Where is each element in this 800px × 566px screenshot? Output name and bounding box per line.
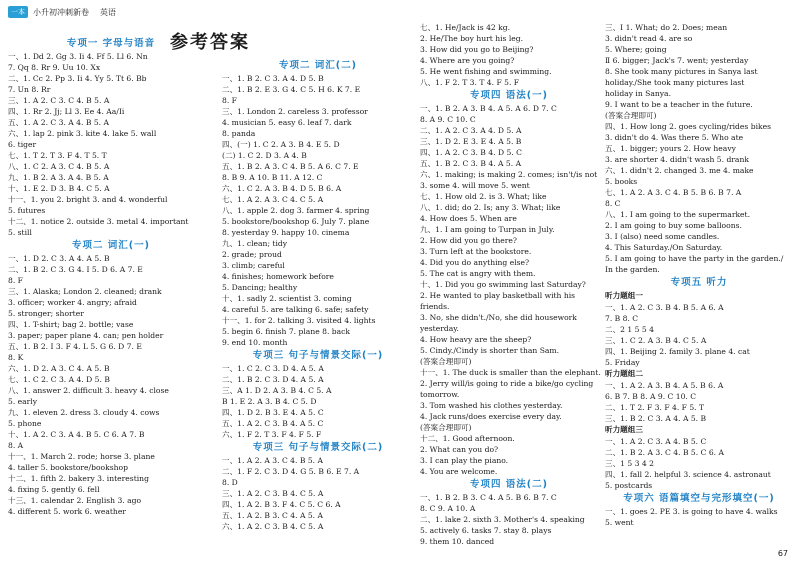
answer-line: 5. Cindy./Cindy is shorter than Sam. <box>420 346 560 355</box>
answer-line: 3. I (also) need some candles. <box>605 232 720 241</box>
answer-line: 四、(一) 1. C 2. A 3. B 4. E 5. D <box>222 140 340 149</box>
answer-line: 六、1. A 2. C 3. B 4. C 5. A <box>222 522 324 531</box>
answer-line: 一、1. A 2. C 3. B 4. B 5. A 6. A <box>605 303 724 312</box>
answer-line: 4. musician 5. easy 6. leaf 7. dark <box>222 118 352 127</box>
answer-line: 五、1. B 2. A 3. C 4. B 5. A 6. C 7. E <box>222 162 359 171</box>
answer-line: 八、1. I am going to the supermarket. <box>605 210 751 219</box>
answer-line: 二、1. lake 2. sixth 3. Mother's 4. speaking <box>420 515 585 524</box>
subsection-heading: 听力题组三 <box>605 425 643 434</box>
answer-line: 一、1. C 2. C 3. D 4. A 5. A <box>222 364 324 373</box>
answer-line: 4. You are welcome. <box>420 467 498 476</box>
answer-line: 三、1. Alaska; London 2. cleaned; drank <box>8 287 162 296</box>
answer-line: 一、1. B 2. C 3. A 4. D 5. B <box>222 74 324 83</box>
answer-line: 四、1. How long 2. goes cycling/rides bikes <box>605 122 771 131</box>
answer-column-1 <box>8 36 214 517</box>
answer-line: 8. C <box>605 199 621 208</box>
answer-line: 十、1. E 2. D 3. B 4. C 5. A <box>8 184 110 193</box>
answer-line: 4. Did you do anything else? <box>420 258 530 267</box>
answer-line: 十一、1. you 2. bright 3. and 4. wonderful <box>8 195 168 204</box>
answer-line: 十二、1. notice 2. outside 3. metal 4. important <box>8 217 189 226</box>
answer-line: 3. officer; worker 4. angry; afraid <box>8 298 137 307</box>
answer-line: 3. Turn left at the bookstore. <box>420 247 532 256</box>
answer-line: 5. I am going to have the party in the garden./ <box>605 254 784 263</box>
answer-line: 五、1. B 2. C 3. B 4. A 5. A <box>420 159 522 168</box>
answer-line: 九、1. eleven 2. dress 3. cloudy 4. cows <box>8 408 160 417</box>
answer-line: 8. A 9. C 10. C <box>420 115 476 124</box>
answer-line: 9. I want to be a teacher in the future. <box>605 100 753 109</box>
answer-line: 3. some 4. will move 5. went <box>420 181 530 190</box>
section-heading: 专项五 听力 <box>670 277 728 288</box>
answer-line: 四、1. Rr 2. Jj; Ll 3. Ee 4. Aa/Ii <box>8 107 125 116</box>
answer-line: 4. This Saturday./On Saturday. <box>605 243 723 252</box>
answer-line: 7. Qq 8. Rr 9. Uu 10. Xx <box>8 63 101 72</box>
answer-line: 三、A 1. D 2. A 3. B 4. C 5. A <box>222 386 332 395</box>
answer-line: 5. Where; going <box>605 45 667 54</box>
answer-line: 5. futures <box>8 206 46 215</box>
answer-line: 四、1. A 2. B 3. F 4. C 5. C 6. A <box>222 500 341 509</box>
answer-line: 八、1. apple 2. dog 3. farmer 4. spring <box>222 206 370 215</box>
section-heading: 专项四 语法(二) <box>470 479 548 490</box>
answer-line: 一、1. A 2. C 3. A 4. B 5. C <box>605 437 707 446</box>
answer-line: 2. grade; proud <box>222 250 282 259</box>
answer-line: 3. are shorter 4. didn't wash 5. drank <box>605 155 749 164</box>
answer-line: 二、1. F 2. C 3. D 4. G 5. B 6. E 7. A <box>222 467 360 476</box>
answer-line: 5. phone <box>8 419 42 428</box>
answer-line: 三、1. A 2. C 3. B 4. C 5. A <box>222 489 324 498</box>
answer-line: (二) 1. C 2. D 3. A 4. B <box>222 151 307 160</box>
answer-line: 七、1. A 2. A 3. C 4. C 5. A <box>222 195 324 204</box>
answer-line: 5. stronger; shorter <box>8 309 84 318</box>
answer-line: 9. end 10. month <box>222 338 288 347</box>
answer-line: 六、1. F 2. T 3. F 4. F 5. F <box>222 430 322 439</box>
answer-line: 一、1. A 2. A 3. C 4. B 5. A <box>222 456 323 465</box>
answer-line: 3. didn't read 4. are so <box>605 34 693 43</box>
answer-line: 二、2 1 5 5 4 <box>605 325 654 334</box>
answer-line: 4. Where are you going? <box>420 56 515 65</box>
answer-line: 四、1. Beijing 2. family 3. plane 4. cat <box>605 347 750 356</box>
answer-line: (答案合理即可) <box>420 423 472 432</box>
answer-line: 十、1. sadly 2. scientist 3. coming <box>222 294 352 303</box>
answer-line: 4. Jack runs/does exercise every day. <box>420 412 562 421</box>
answer-line: 五、1. A 2. B 3. C 4. A 5. A <box>222 511 323 520</box>
answer-line: 二、1. B 2. E 3. G 4. C 5. H 6. K 7. E <box>222 85 361 94</box>
answer-line: 3. paper; paper plane 4. can; pen holder <box>8 331 164 340</box>
answer-line: 5. Friday <box>605 358 640 367</box>
answer-line: 三、1. D 2. E 3. E 4. A 5. B <box>420 137 522 146</box>
answer-line: 六、1. C 2. A 3. B 4. D 5. B 6. A <box>222 184 342 193</box>
answer-line: 二、1. B 2. C 3. D 4. A 5. A <box>222 375 324 384</box>
answer-column-2 <box>222 58 414 532</box>
answer-line: 5. books <box>605 177 638 186</box>
answer-line: 七、1. C 2. C 3. A 4. D 5. B <box>8 375 110 384</box>
answer-line: 六、1. didn't 2. changed 3. me 4. make <box>605 166 754 175</box>
section-heading: 专项一 字母与语音 <box>66 38 156 49</box>
answer-line: 3. climb; careful <box>222 261 285 270</box>
answer-line: 五、1. B 2. I 3. F 4. L 5. G 6. D 7. E <box>8 342 142 351</box>
section-heading: 专项三 句子与情景交际(二) <box>252 442 384 453</box>
answer-line: 4. fixing 5. gently 6. fell <box>8 485 100 494</box>
answer-line: 十一、1. The duck is smaller than the elephant. <box>420 368 601 377</box>
answer-line: 三、1. B 2. C 3. A 4. A 5. B <box>605 414 707 423</box>
answer-line: 5. actively 6. tasks 7. stay 8. plays <box>420 526 552 535</box>
answer-line: 三、1. C 2. A 3. B 4. C 5. A <box>605 336 707 345</box>
answer-line: 七、1. A 2. A 3. C 4. B 5. B 6. B 7. A <box>605 188 742 197</box>
section-heading: 专项三 句子与情景交际(一) <box>252 350 384 361</box>
answer-line: 五、1. A 2. C 3. A 4. B 5. A <box>8 118 109 127</box>
answer-line: 5. postcards <box>605 481 653 490</box>
answer-line: 2. He wanted to play basketball with his <box>420 291 576 300</box>
answer-line: 8. B 9. A 10. B 11. A 12. C <box>222 173 323 182</box>
answer-line: 3. I can play the piano. <box>420 456 509 465</box>
answer-line: 一、1. Dd 2. Gg 3. Ii 4. Ff 5. Ll 6. Nn <box>8 52 148 61</box>
answer-line: 3. How did you go to Beijing? <box>420 45 534 54</box>
series-logo: 一本 <box>8 6 28 18</box>
answer-line: B 1. E 2. A 3. B 4. C 5. D <box>222 397 317 406</box>
answer-line: 5. He went fishing and swimming. <box>420 67 552 76</box>
answer-line: 5. early <box>8 397 38 406</box>
answer-line: 七、1. He/Jack is 42 kg. <box>420 23 511 32</box>
answer-line: 3. didn't do 4. Was there 5. Who ate <box>605 133 744 142</box>
answer-line: 七、1. T 2. T 3. F 4. T 5. T <box>8 151 107 160</box>
answer-line: 二、1. Cc 2. Pp 3. Ii 4. Yy 5. Tt 6. Bb <box>8 74 147 83</box>
answer-line: 六、1. D 2. A 3. C 4. A 5. B <box>8 364 110 373</box>
answer-line: 一、1. D 2. C 3. A 4. A 5. B <box>8 254 110 263</box>
answer-line: 8. A <box>8 441 24 450</box>
answer-line: 六、1. lap 2. pink 3. kite 4. lake 5. wall <box>8 129 157 138</box>
answer-line: 8. F <box>8 276 23 285</box>
answer-line: 二、1. T 2. F 3. F 4. F 5. T <box>605 403 705 412</box>
answer-line: 五、1. A 2. C 3. B 4. A 5. C <box>222 419 324 428</box>
section-heading: 专项六 语篇填空与完形填空(一) <box>623 493 775 504</box>
answer-line: 九、1. clean; tidy <box>222 239 288 248</box>
section-heading: 专项四 语法(一) <box>470 90 548 101</box>
answer-line: 4. How heavy are the sheep? <box>420 335 532 344</box>
answer-line: 一、1. B 2. A 3. B 4. A 5. A 6. D 7. C <box>420 104 557 113</box>
answer-line: 3. Tom washed his clothes yesterday. <box>420 401 563 410</box>
answer-line: 7. Un 8. Rr <box>8 85 51 94</box>
answer-line: 三、1. A 2. C 3. C 4. B 5. A <box>8 96 110 105</box>
answer-line: 9. them 10. danced <box>420 537 495 546</box>
answer-line: 六、1. making; is making 2. comes; isn't/is not <box>420 170 598 179</box>
answer-line: 2. What can you do? <box>420 445 499 454</box>
answer-line: 三、1 5 3 4 2 <box>605 459 654 468</box>
answer-line: 3. No, she didn't./No, she did housework <box>420 313 577 322</box>
answer-line: 四、1. D 2. B 3. E 4. A 5. C <box>222 408 324 417</box>
answer-line: 十一、1. March 2. rode; horse 3. plane <box>8 452 155 461</box>
answer-line: 4. careful 5. are talking 6. safe; safety <box>222 305 369 314</box>
answer-line: 5. bookstore/bookshop 6. July 7. plane <box>222 217 370 226</box>
answer-line: 2. He/The boy hurt his leg. <box>420 34 524 43</box>
answer-line: 8. She took many pictures in Sanya last <box>605 67 758 76</box>
answer-line: 5. still <box>8 228 32 237</box>
answer-column-3 <box>420 22 601 547</box>
answer-line: 七、1. How old 2. is 3. What; like <box>420 192 547 201</box>
answer-line: 一、1. A 2. A 3. B 4. A 5. B 6. A <box>605 381 724 390</box>
answer-line: 十、1. A 2. C 3. A 4. B 5. C 6. A 7. B <box>8 430 145 439</box>
answer-line: (答案合理即可) <box>605 111 657 120</box>
answer-line: 八、1. did; do 2. Is; any 3. What; like <box>420 203 561 212</box>
answer-line: 5. The cat is angry with them. <box>420 269 536 278</box>
answer-line: 2. I am going to buy some balloons. <box>605 221 742 230</box>
answer-line: 十一、1. for 2. talking 3. visited 4. lights <box>222 316 376 325</box>
answer-line: 九、1. B 2. A 3. A 4. B 5. A <box>8 173 109 182</box>
answer-column-4 <box>605 22 793 528</box>
answer-line: 三、1. London 2. careless 3. professor <box>222 107 368 116</box>
page-title: 参考答案 <box>170 32 250 53</box>
section-heading: 专项二 词汇(二) <box>279 60 357 71</box>
answer-line: 8. D <box>222 478 238 487</box>
section-heading: 专项二 词汇(一) <box>72 240 150 251</box>
answer-line: 九、1. I am going to Turpan in July. <box>420 225 555 234</box>
answer-line: 8. F <box>222 96 237 105</box>
answer-line: 三、Ⅰ 1. What; do 2. Does; mean <box>605 23 728 32</box>
page-number: 67 <box>777 549 788 558</box>
answer-line: tomorrow. <box>420 390 460 399</box>
answer-line: 8. panda <box>222 129 256 138</box>
answer-line: 5. begin 6. finish 7. plane 8. back <box>222 327 351 336</box>
answer-line: 一、1. goes 2. PE 3. is going to have 4. walks <box>605 507 778 516</box>
answer-line: 4. taller 5. bookstore/bookshop <box>8 463 128 472</box>
answer-line: 4. different 5. work 6. weather <box>8 507 126 516</box>
answer-line: (答案合理即可) <box>420 357 472 366</box>
answer-line: 十二、1. Good afternoon. <box>420 434 515 443</box>
answer-line: 四、1. A 2. C 3. B 4. D 5. C <box>420 148 522 157</box>
answer-line: friends. <box>420 302 450 311</box>
answer-line: 二、1. B 2. C 3. G 4. I 5. D 6. A 7. E <box>8 265 143 274</box>
answer-line: 一、1. B 2. B 3. C 4. A 5. B 6. B 7. C <box>420 493 557 502</box>
answer-line: 8. C 9. A 10. A <box>420 504 476 513</box>
series-title: 小升初冲刺新卷 <box>33 7 89 17</box>
answer-line: 十二、1. fifth 2. bakery 3. interesting <box>8 474 149 483</box>
answer-line: 二、1. A 2. C 3. A 4. D 5. A <box>420 126 522 135</box>
answer-line: 7. B 8. C <box>605 314 639 323</box>
answer-line: holiday in Sanya. <box>605 89 671 98</box>
answer-line: holiday./She took many pictures last <box>605 78 745 87</box>
answer-line: 二、1. B 2. A 3. C 4. B 5. C 6. A <box>605 448 724 457</box>
answer-line: 4. finishes; homework before <box>222 272 334 281</box>
subsection-heading: 听力题组一 <box>605 291 643 300</box>
answer-line: 5. Dancing; healthy <box>222 283 298 292</box>
answer-line: 8. K <box>8 353 24 362</box>
answer-line: 八、1. F 2. T 3. T 4. F 5. F <box>420 78 520 87</box>
answer-line: 6. B 7. B 8. A 9. C 10. C <box>605 392 697 401</box>
answer-line: 2. Jerry will/is going to ride a bike/go cycling <box>420 379 594 388</box>
subsection-heading: 听力题组二 <box>605 369 643 378</box>
answer-line: Ⅱ 6. bigger; Jack's 7. went; yesterday <box>605 56 749 65</box>
answer-line: 十三、1. calendar 2. English 3. ago <box>8 496 142 505</box>
answer-line: 6. tiger <box>8 140 37 149</box>
answer-line: 5. went <box>605 518 634 527</box>
answer-line: 五、1. bigger; yours 2. How heavy <box>605 144 736 153</box>
answer-line: 4. How does 5. When are <box>420 214 517 223</box>
answer-line: yesterday. <box>420 324 459 333</box>
answer-line: 2. How did you go there? <box>420 236 517 245</box>
page-header <box>8 5 116 19</box>
answer-line: 四、1. T-shirt; bag 2. bottle; vase <box>8 320 134 329</box>
answer-line: In the garden. <box>605 265 660 274</box>
answer-line: 8. yesterday 9. happy 10. cinema <box>222 228 350 237</box>
answer-line: 八、1. answer 2. difficult 3. heavy 4. close <box>8 386 169 395</box>
answer-line: 八、1. C 2. A 3. C 4. B 5. A <box>8 162 110 171</box>
answer-line: 四、1. fall 2. helpful 3. science 4. astronaut <box>605 470 771 479</box>
answer-line: 十、1. Did you go swimming last Saturday? <box>420 280 586 289</box>
subject-label: 英语 <box>100 7 116 17</box>
